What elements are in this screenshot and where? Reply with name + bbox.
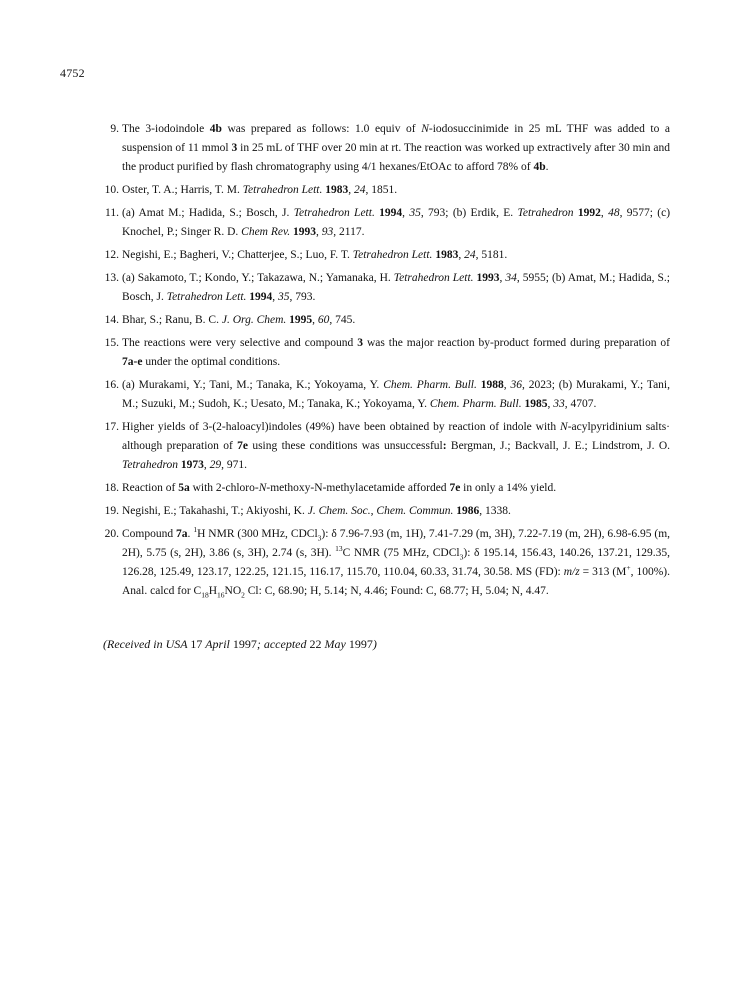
footnote-text: Negishi, E.; Bagheri, V.; Chatterjee, S.; Luo, F. T. Tetrahedron Lett. 1983, 24, 5181. bbox=[122, 249, 508, 261]
accepted-year: 1997 bbox=[348, 637, 373, 651]
received-close: ) bbox=[372, 637, 377, 651]
accepted-month: May bbox=[321, 637, 349, 651]
footnote-number: 11 . bbox=[95, 204, 119, 223]
footnote-number: 17 . bbox=[95, 418, 119, 437]
received-text: (Received in USA bbox=[103, 637, 191, 651]
footnote-16 bbox=[95, 376, 670, 414]
accepted-text: ; accepted bbox=[256, 637, 310, 651]
footnote-number: 13 . bbox=[95, 269, 119, 288]
footnote-number: 20 . bbox=[95, 525, 119, 544]
footnote-15 bbox=[95, 334, 670, 372]
footnote-text: (a) Sakamoto, T.; Kondo, Y.; Takazawa, N.; Yamanaka, H. Tetrahedron Lett. 1993, 34, 5955; (b) Amat, M.; Hadida, S.; Bosch, J. Tetrahedron Lett. 1994, 35, 793. bbox=[122, 272, 670, 303]
received-day: 17 bbox=[190, 637, 203, 651]
footnote-number: 15 . bbox=[95, 334, 119, 353]
footnote-number: 18 . bbox=[95, 479, 119, 498]
footnote-text: Oster, T. A.; Harris, T. M. Tetrahedron Lett. 1983, 24, 1851. bbox=[122, 184, 398, 196]
footnote-text: Higher yields of 3-(2-haloacyl)indoles (49%) have been obtained by reaction of indole with N-acylpyridinium salts· although preparation of 7e using these conditions was unsuccessful: Bergman, J.; Backvall, J. E.; Lindstrom, J. O. Tetrahedron 1973, 29, 971. bbox=[122, 421, 671, 471]
footnote-18 bbox=[95, 479, 670, 498]
footnote-number: 16 . bbox=[95, 376, 119, 395]
footnote-17 bbox=[95, 418, 670, 475]
footnote-12 bbox=[95, 246, 670, 265]
footnote-20 bbox=[95, 525, 670, 601]
footnote-text: Negishi, E.; Takahashi, T.; Akiyoshi, K. J. Chem. Soc., Chem. Commun. 1986, 1338. bbox=[122, 505, 511, 517]
footnote-list bbox=[95, 120, 670, 605]
footnote-11 bbox=[95, 204, 670, 242]
footnote-text: Compound 7a. $^1$H NMR (300 MHz, CDCl$_3$): δ 7.96-7.93 (m, 1H), 7.41-7.29 (m, 3H), 7.22-7.19 (m, 2H), 6.98-6.95 (m, 2H), 5.75 (s, 2H), 3.86 (s, 3H), 2.74 (s, 3H). $^{13}$C NMR (75 MHz, CDCl$_3$): δ 195.14, 156.43, 140.26, 137.21, 129.35, 126.28, 125.49, 123.17, 122.25, 121.15, 116.17, 115.70, 110.04, 60.33, 31.74, 30.58. MS (FD): m/z = 313 (M+, 100%). Anal. calcd for $C_{18}H_{16}NO_2$ Cl: C, 68.90; H, 5.14; N, 4.46; Found: C, 68.77; H, 5.04; N, 4.47. bbox=[122, 525, 671, 600]
footnote-number: 9 . bbox=[95, 120, 119, 139]
footnote-number: 19 . bbox=[95, 502, 119, 521]
footnote-number: 12 . bbox=[95, 246, 119, 265]
footnote-19 bbox=[95, 502, 670, 521]
footnote-text: The 3-iodoindole 4b was prepared as follows: 1.0 equiv of N-iodosuccinimide in 25 mL THF was added to a suspension of 11 mmol 3 in 25 mL of THF over 20 min at rt. The reaction was worked up extractively after 30 min and the product purified by flash chromatography using 4/1 hexanes/EtOAc to afford 78% of 4b. bbox=[122, 123, 670, 173]
footnote-text: The reactions were very selective and compound 3 was the major reaction by-product formed during preparation of 7a-e under the optimal conditions. bbox=[122, 337, 670, 368]
footnote-text: (a) Amat M.; Hadida, S.; Bosch, J. Tetrahedron Lett. 1994, 35, 793; (b) Erdik, E. Tetrahedron 1992, 48, 9577; (c) Knochel, P.; Singer R. D. Chem Rev. 1993, 93, 2117. bbox=[122, 207, 671, 238]
received-year: 1997 bbox=[232, 637, 257, 651]
received-month: April bbox=[202, 637, 233, 651]
footnote-13 bbox=[95, 269, 670, 307]
footnote-text: Reaction of 5a with 2-chloro-N-methoxy-N-methylacetamide afforded 7e in only a 14% yield. bbox=[122, 482, 557, 494]
footnote-text: Bhar, S.; Ranu, B. C. J. Org. Chem. 1995, 60, 745. bbox=[122, 314, 356, 326]
footnote-10 bbox=[95, 181, 670, 200]
footnote-14 bbox=[95, 311, 670, 330]
received-line bbox=[103, 637, 377, 652]
accepted-day: 22 bbox=[309, 637, 322, 651]
footnote-number: 14 . bbox=[95, 311, 119, 330]
footnote-number: 10 . bbox=[95, 181, 119, 200]
footnote-9 bbox=[95, 120, 670, 177]
footnote-text: (a) Murakami, Y.; Tani, M.; Tanaka, K.; Yokoyama, Y. Chem. Pharm. Bull. 1988, 36, 2023; (b) Murakami, Y.; Tani, M.; Suzuki, M.; Sudoh, K.; Uesato, M.; Tanaka, K.; Yokoyama, Y. Chem. Pharm. Bull. 1985, 33, 4707. bbox=[122, 379, 670, 410]
page-number: 4752 bbox=[60, 66, 85, 80]
